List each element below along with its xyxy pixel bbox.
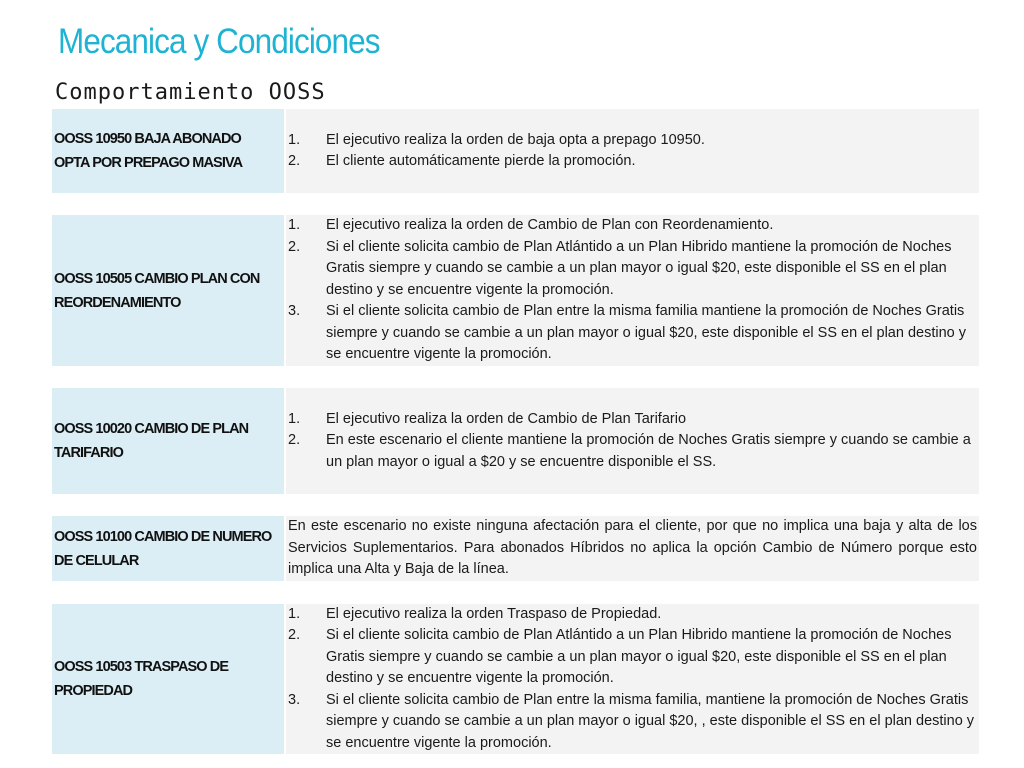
list-number: 1. (288, 217, 301, 234)
list-item (288, 690, 979, 755)
table-row (52, 109, 979, 193)
page-title: Mecanica y Condiciones (58, 22, 380, 61)
table-row (52, 388, 979, 494)
numbered-list (288, 604, 979, 755)
list-number: 3. (288, 691, 301, 708)
list-number: 2. (288, 627, 301, 644)
row-label: OOSS 10100 CAMBIO DE NUMERO DE CELULAR (54, 528, 272, 569)
row-label-cell (52, 604, 284, 754)
list-item (288, 237, 979, 302)
row-content-cell (286, 604, 979, 754)
list-text: Si el cliente solicita cambio de Plan Atlántido a un Plan Hibrido mantiene la promoción de Noches Gratis siempre y cuando se cambie a un plan mayor o igual $20, este disponible el SS en el plan destino y se encuentre vigente la promoción. (326, 238, 952, 298)
list-text: El ejecutivo realiza la orden de Cambio de Plan con Reordenamiento. (326, 217, 774, 234)
list-number: 2. (288, 238, 301, 255)
section-subtitle: Comportamiento OOSS (55, 80, 326, 105)
list-number: 1. (288, 131, 301, 148)
row-content-cell (286, 516, 979, 581)
row-label-cell (52, 516, 284, 581)
list-item (288, 130, 979, 152)
row-label: OOSS 10020 CAMBIO DE PLAN TARIFARIO (54, 421, 249, 461)
list-text: El cliente automáticamente pierde la promoción. (326, 153, 636, 169)
list-item (288, 430, 979, 473)
list-text: Si el cliente solicita cambio de Plan entre la misma familia, mantiene la promoción de Noches Gratis siempre y cuando se cambie a un plan mayor o igual $20, , este disponible el SS en el plan destino y se encuentre vigente la promoción. (326, 691, 975, 751)
table-row (52, 516, 979, 581)
numbered-list (288, 130, 979, 173)
list-text: Si el cliente solicita cambio de Plan entre la misma familia mantiene la promoción de Noches Gratis siempre y cuando se cambie a un plan mayor o igual $20, este disponible el SS en el plan destino y se encuentre vigente la promoción. (326, 303, 967, 363)
table-row (52, 215, 979, 366)
list-number: 2. (288, 432, 301, 449)
list-number: 3. (288, 303, 301, 320)
list-item (288, 301, 979, 366)
list-text: El ejecutivo realiza la orden Traspaso de Propiedad. (326, 605, 662, 622)
row-label: OOSS 10950 BAJA ABONADO OPTA POR PREPAGO MASIVA (54, 131, 243, 171)
row-content-cell (286, 388, 979, 494)
list-number: 2. (288, 153, 301, 169)
numbered-list (288, 409, 979, 474)
list-item (288, 409, 979, 431)
list-item (288, 625, 979, 690)
row-label-cell (52, 388, 284, 494)
list-number: 1. (288, 605, 301, 622)
row-paragraph: En este escenario no existe ninguna afectación para el cliente, por que no implica una baja y alta de los Servicios Suplementarios. Para abonados Híbridos no aplica la opción Cambio de Número porque esto implica una Alta y Baja de la línea. (288, 518, 977, 578)
row-label-cell (52, 215, 284, 366)
list-item (288, 604, 979, 626)
row-label-cell (52, 109, 284, 193)
list-number: 1. (288, 410, 301, 427)
list-item (288, 151, 979, 173)
list-text: El ejecutivo realiza la orden de baja opta a prepago 10950. (326, 131, 705, 148)
list-text: En este escenario el cliente mantiene la promoción de Noches Gratis siempre y cuando se cambie a un plan mayor o igual a $20 y se encuentre disponible el SS. (326, 432, 971, 470)
row-label: OOSS 10503 TRASPASO DE PROPIEDAD (54, 659, 229, 699)
list-text: Si el cliente solicita cambio de Plan Atlántido a un Plan Hibrido mantiene la promoción de Noches Gratis siempre y cuando se cambie a un plan mayor o igual $20, este disponible el SS en el plan destino y se encuentre vigente la promoción. (326, 627, 952, 687)
row-content-cell (286, 109, 979, 193)
row-label: OOSS 10505 CAMBIO PLAN CON REORDENAMIENTO (54, 270, 260, 311)
numbered-list (288, 215, 979, 366)
list-item (288, 215, 979, 237)
list-text: El ejecutivo realiza la orden de Cambio de Plan Tarifario (326, 410, 687, 427)
row-content-cell (286, 215, 979, 366)
table-row (52, 604, 979, 754)
